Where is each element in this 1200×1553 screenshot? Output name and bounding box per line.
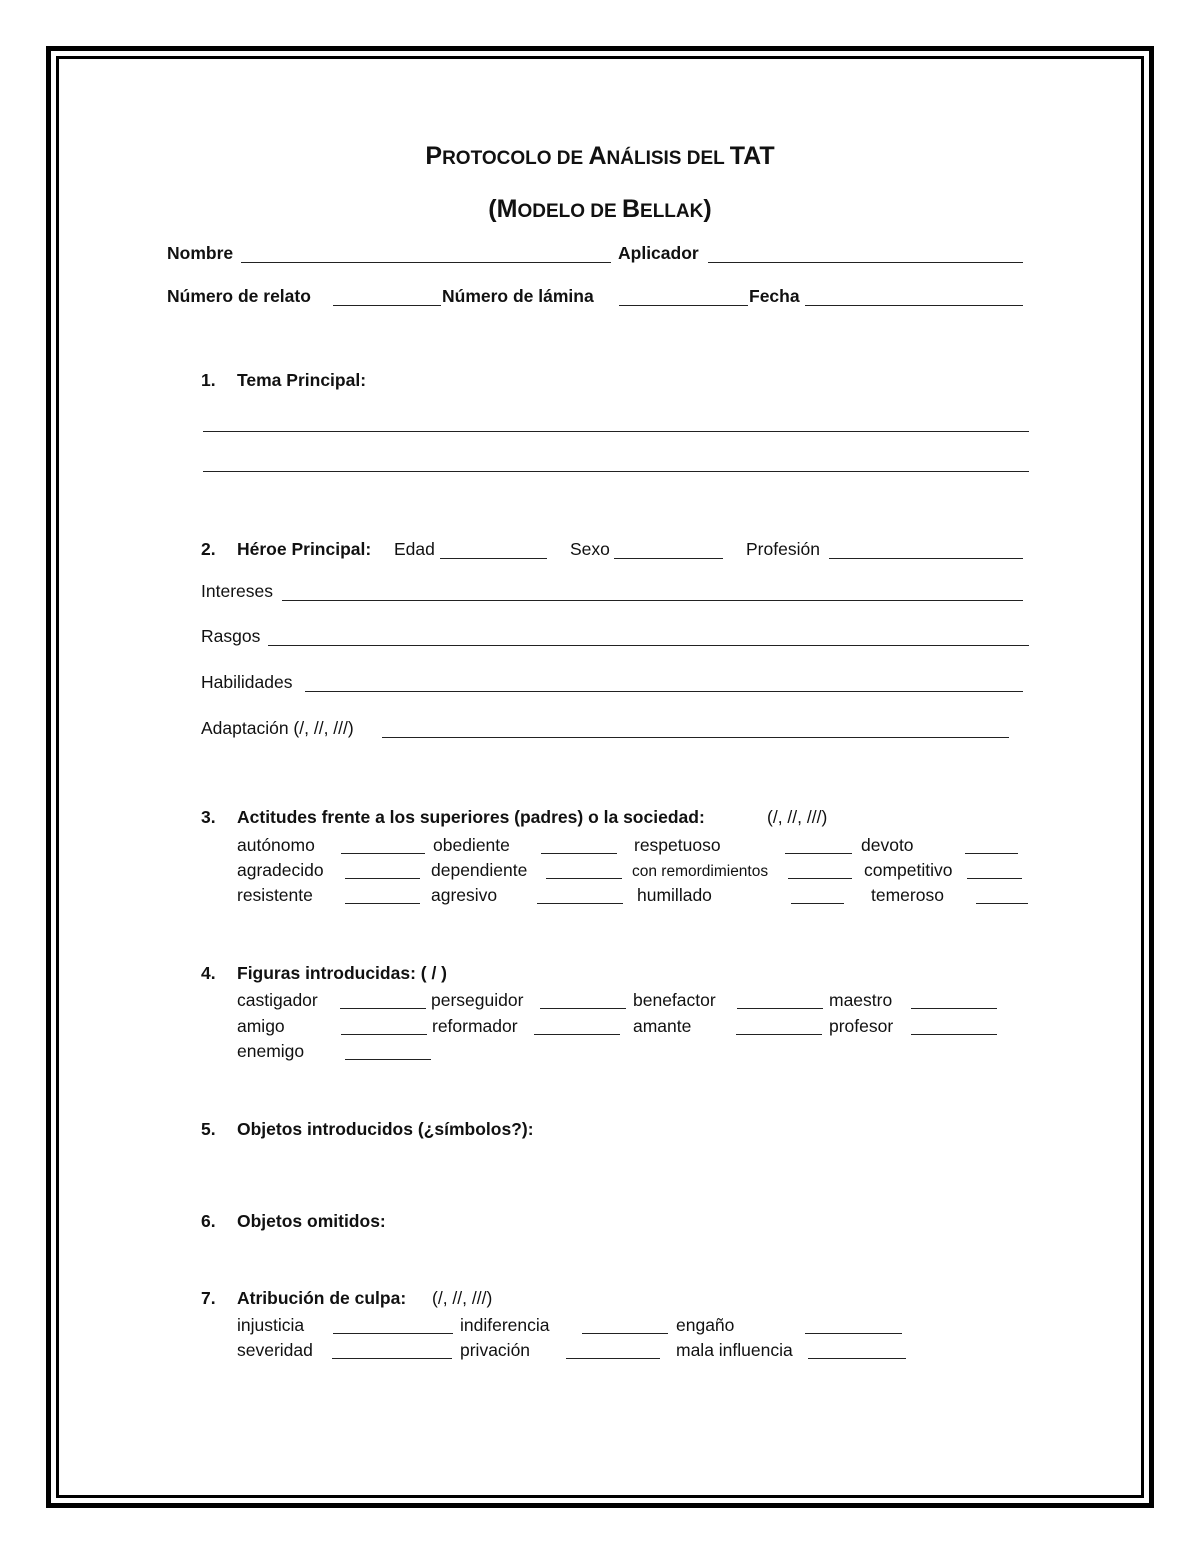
- option-label: amante: [633, 1016, 692, 1036]
- option-field[interactable]: [541, 853, 617, 854]
- option-field[interactable]: [537, 903, 623, 904]
- aplicador-label: Aplicador: [618, 243, 699, 263]
- profesion-label: Profesión: [746, 539, 820, 559]
- habilidades-field[interactable]: [305, 691, 1023, 692]
- rasgos-label: Rasgos: [201, 626, 261, 646]
- section-7-number: 7.: [201, 1288, 216, 1308]
- section-1-title: Tema Principal:: [237, 370, 367, 390]
- option-label: resistente: [237, 885, 313, 905]
- option-label: competitivo: [864, 860, 953, 880]
- option-field[interactable]: [582, 1333, 668, 1334]
- option-label: agresivo: [431, 885, 498, 905]
- adaptacion-label: Adaptación (/, //, ///): [201, 718, 354, 738]
- rasgos-field[interactable]: [268, 645, 1029, 646]
- option-label: severidad: [237, 1340, 313, 1360]
- option-field[interactable]: [808, 1358, 906, 1359]
- option-field[interactable]: [911, 1008, 997, 1009]
- numero-relato-field[interactable]: [333, 305, 441, 306]
- option-label: dependiente: [431, 860, 528, 880]
- option-field[interactable]: [967, 878, 1022, 879]
- option-field[interactable]: [911, 1034, 997, 1035]
- section-1-number: 1.: [201, 370, 216, 390]
- option-field[interactable]: [341, 1034, 427, 1035]
- intereses-label: Intereses: [201, 581, 273, 601]
- page-subtitle: (MODELO DE BELLAK): [488, 195, 712, 223]
- option-field[interactable]: [976, 903, 1028, 904]
- option-label: indiferencia: [460, 1315, 550, 1335]
- option-field[interactable]: [540, 1008, 626, 1009]
- option-label: temeroso: [871, 885, 944, 905]
- section-2-number: 2.: [201, 539, 216, 559]
- option-label: engaño: [676, 1315, 735, 1335]
- option-label: injusticia: [237, 1315, 305, 1335]
- option-field[interactable]: [340, 1008, 426, 1009]
- option-field[interactable]: [566, 1358, 660, 1359]
- option-field[interactable]: [345, 1059, 431, 1060]
- option-label: devoto: [861, 835, 914, 855]
- option-label: con remordimientos: [632, 863, 769, 880]
- option-field[interactable]: [341, 853, 425, 854]
- nombre-label: Nombre: [167, 243, 234, 263]
- section-4-title: Figuras introducidas: ( / ): [237, 963, 448, 983]
- section-6-number: 6.: [201, 1211, 216, 1231]
- option-label: reformador: [432, 1016, 518, 1036]
- sexo-label: Sexo: [570, 539, 610, 559]
- tema-principal-line-2[interactable]: [203, 471, 1029, 472]
- option-field[interactable]: [737, 1008, 823, 1009]
- numero-relato-label: Número de relato: [167, 286, 311, 306]
- section-5-number: 5.: [201, 1119, 216, 1139]
- numero-lamina-field[interactable]: [619, 305, 748, 306]
- section-3-scale: (/, //, ///): [767, 807, 828, 827]
- sexo-field[interactable]: [614, 558, 723, 559]
- option-label: mala influencia: [676, 1340, 793, 1360]
- option-label: humillado: [637, 885, 712, 905]
- option-label: obediente: [433, 835, 510, 855]
- section-3-title: Actitudes frente a los superiores (padres) o la sociedad:: [237, 807, 705, 827]
- option-label: maestro: [829, 990, 893, 1010]
- page-border-inner: [56, 56, 1144, 1498]
- option-field[interactable]: [805, 1333, 902, 1334]
- option-label: benefactor: [633, 990, 716, 1010]
- option-field[interactable]: [546, 878, 622, 879]
- section-3-number: 3.: [201, 807, 216, 827]
- page-title: PROTOCOLO DE ANÁLISIS DEL TAT: [425, 142, 775, 170]
- option-field[interactable]: [333, 1333, 453, 1334]
- section-6-title: Objetos omitidos:: [237, 1211, 386, 1231]
- fecha-label: Fecha: [749, 286, 800, 306]
- option-field[interactable]: [788, 878, 852, 879]
- option-field[interactable]: [785, 853, 852, 854]
- option-label: amigo: [237, 1016, 285, 1036]
- nombre-field[interactable]: [241, 262, 611, 263]
- numero-lamina-label: Número de lámina: [442, 286, 594, 306]
- section-4-number: 4.: [201, 963, 216, 983]
- tema-principal-line-1[interactable]: [203, 431, 1029, 432]
- option-label: autónomo: [237, 835, 315, 855]
- aplicador-field[interactable]: [708, 262, 1023, 263]
- option-label: enemigo: [237, 1041, 305, 1061]
- profesion-field[interactable]: [829, 558, 1023, 559]
- option-label: respetuoso: [634, 835, 721, 855]
- fecha-field[interactable]: [805, 305, 1023, 306]
- edad-field[interactable]: [440, 558, 547, 559]
- option-label: privación: [460, 1340, 531, 1360]
- intereses-field[interactable]: [282, 600, 1023, 601]
- option-label: profesor: [829, 1016, 894, 1036]
- section-2-title: Héroe Principal:: [237, 539, 372, 559]
- section-5-title: Objetos introducidos (¿símbolos?):: [237, 1119, 534, 1139]
- section-7-title: Atribución de culpa:: [237, 1288, 407, 1308]
- option-field[interactable]: [736, 1034, 822, 1035]
- option-label: agradecido: [237, 860, 324, 880]
- option-field[interactable]: [534, 1034, 620, 1035]
- option-field[interactable]: [345, 903, 420, 904]
- option-field[interactable]: [965, 853, 1018, 854]
- edad-label: Edad: [394, 539, 435, 559]
- habilidades-label: Habilidades: [201, 672, 293, 692]
- option-label: castigador: [237, 990, 318, 1010]
- option-field[interactable]: [791, 903, 844, 904]
- adaptacion-field[interactable]: [382, 737, 1009, 738]
- option-field[interactable]: [332, 1358, 452, 1359]
- option-field[interactable]: [345, 878, 420, 879]
- section-7-scale: (/, //, ///): [432, 1288, 493, 1308]
- option-label: perseguidor: [431, 990, 524, 1010]
